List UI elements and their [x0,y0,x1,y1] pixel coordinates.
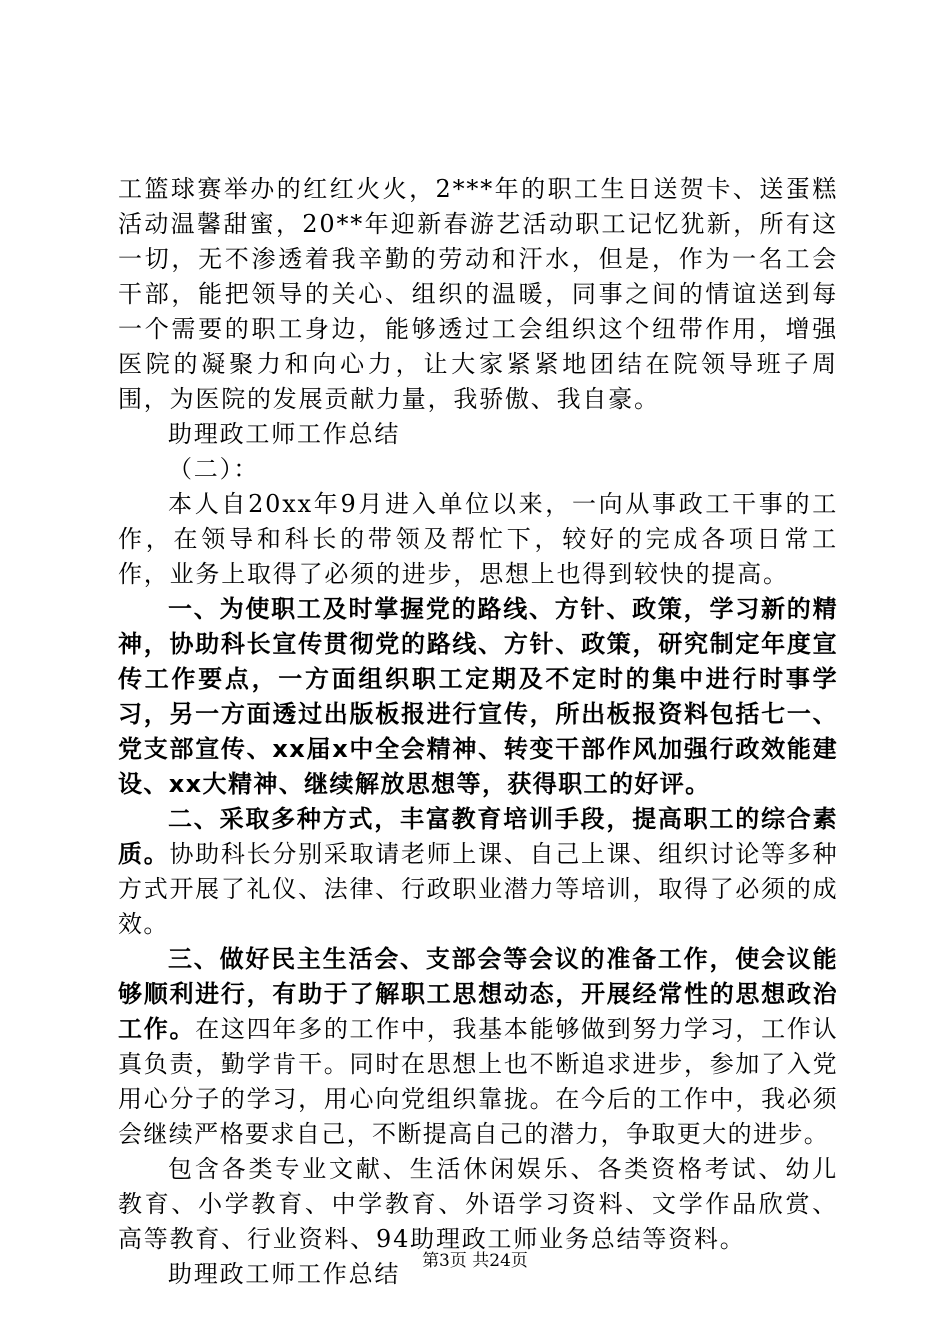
paragraph-continuation: 工篮球赛举办的红红火火，2***年的职工生日送贺卡、送蛋糕活动温馨甜蜜，20**年迎新春游艺活动职工记忆犹新，所有这一切，无不渗透着我辛勤的劳动和汗水，但是，作为一名工会干部，能把领导的关心、组织的温暖，同事之间的情谊送到每一个需要的职工身边，能够透过工会组织这个纽带作用，增强医院的凝聚力和向心力，让大家紧紧地团结在院领导班子周围，为医院的发展贡献力量，我骄傲、我自豪。 [118,175,838,413]
point-two-body: 协助科长分别采取请老师上课、自己上课、组织讨论等多种方式开展了礼仪、法律、行政职业潜力等培训，取得了必须的成效。 [118,840,838,938]
point-three-heading: 三、做好民主生活会、支部会等会议的准备工作，使会议能够顺利进行，有助于了解职工思想动态，开展经常性的思想政治工作。 [118,945,838,1043]
paragraph-point-one: 一、为使职工及时掌握党的路线、方针、政策，学习新的精神，协助科长宣传贯彻党的路线、方针、政策，研究制定年度宣传工作要点，一方面组织职工定期及不定时的集中进行时事学习，另一方面透过出版板报进行宣传，所出板报资料包括七一、党支部宣传、xx届x中全会精神、转变干部作风加强行政效能建设、xx大精神、继续解放思想等，获得职工的好评。 [118,595,838,798]
paragraph-intro: 本人自20xx年9月进入单位以来，一向从事政工干事的工作，在领导和科长的带领及帮忙下，较好的完成各项日常工作，业务上取得了必须的进步，思想上也得到较快的提高。 [118,490,838,588]
paragraph-point-two [118,802,838,942]
paragraph-resources: 包含各类专业文献、生活休闲娱乐、各类资格考试、幼儿教育、小学教育、中学教育、外语学习资料、文学作品欣赏、高等教育、行业资料、94助理政工师业务总结等资料。 [118,1155,838,1253]
section-heading-next: 助理政工师工作总结 [168,1260,401,1288]
page-number-footer: 第3页 共24页 [422,1251,528,1271]
section-subheading: （二）： [168,455,260,483]
point-two-heading: 二、采取多种方式，丰富教育培训手段，提高职工的综合素质。 [118,805,838,868]
document-body [118,172,838,1292]
section-heading: 助理政工师工作总结 [168,420,401,448]
point-three-body: 在这四年多的工作中，我基本能够做到努力学习，工作认真负责，勤学肯干。同时在思想上也不断追求进步，参加了入党用心分子的学习，用心向党组织靠拢。在今后的工作中，我必须会继续严格要求自己，不断提高自己的潜力，争取更大的进步。 [118,1015,839,1148]
paragraph-point-three [118,942,838,1152]
